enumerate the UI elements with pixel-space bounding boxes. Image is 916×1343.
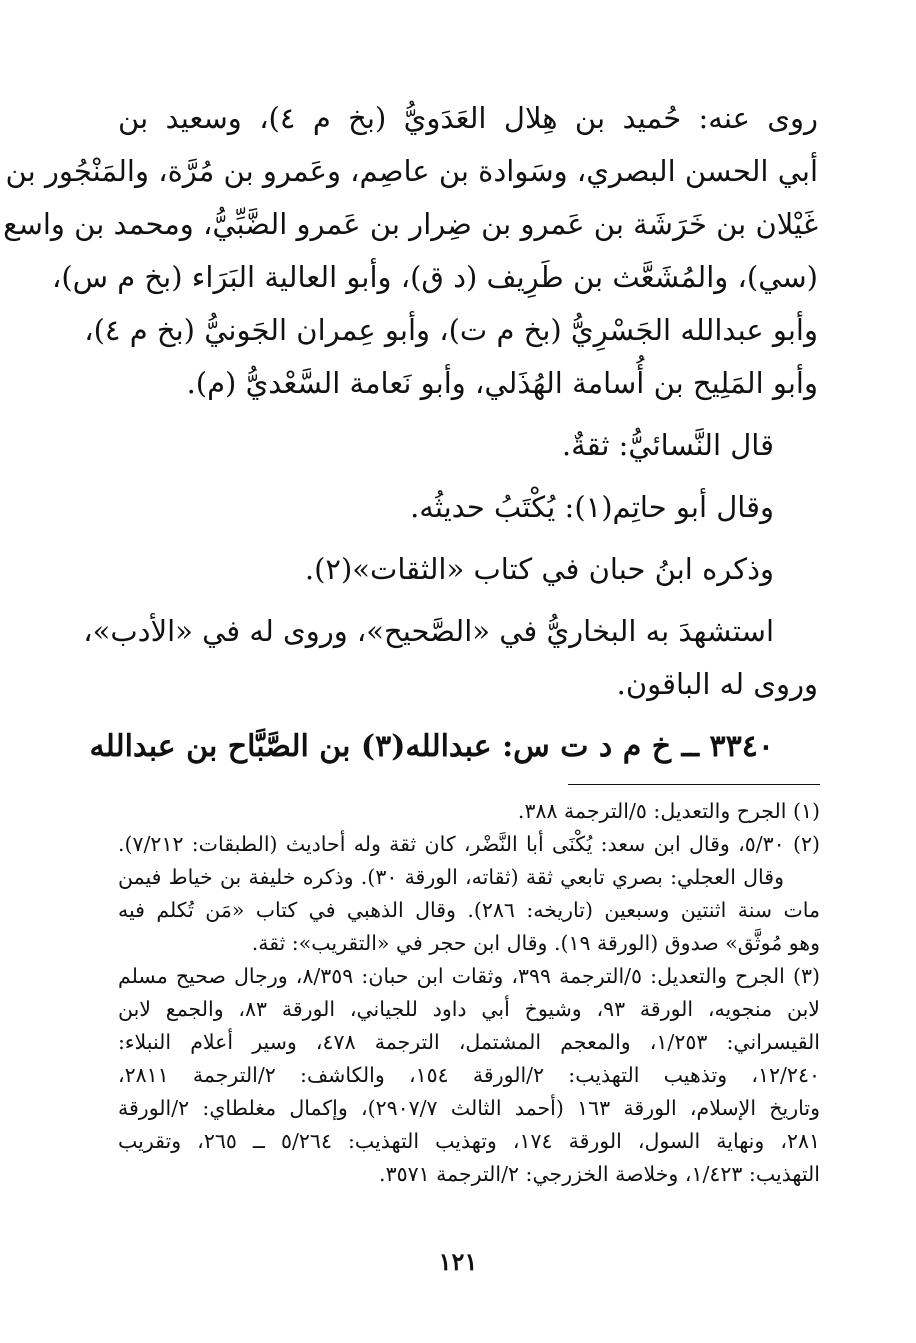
nasai-paragraph: قال النَّسائيُّ: ثقةٌ. [561,428,774,462]
footnote-line: ٢٨١، ونهاية السول، الورقة ١٧٤، وتهذيب التهذيب: ٥/٢٦٤ ــ ٢٦٥، وتقريب [118,1129,820,1153]
footnote-line: (٢) ٥/٣٠، وقال ابن سعد: يُكْنَى أبا النَّضْر، كان ثقة وله أحاديث (الطبقات: ٧/٢١٢). [118,832,821,856]
footnote-1 [118,795,820,828]
footnotes [118,795,820,1191]
footnote-line: وتاريخ الإسلام، الورقة ١٦٣ (أحمد الثالث ٢٩٠٧/٧)، وإكمال مغلطاي: ٢/الورقة [118,1096,820,1120]
footnote-2 [118,828,820,960]
text-line: وروى له الباقون. [616,667,818,701]
footnote-line: وقال العجلي: بصري تابعي ثقة (ثقاته، الورقة ٣٠). وذكره خليفة بن خياط فيمن [118,865,784,889]
abu-hatim-paragraph: وقال أبو حاتِم(١): يُكْتَبُ حديثُه. [410,490,774,524]
footnote-line: لابن منجويه، الورقة ٩٣، وشيوخ أبي داود للجياني، الورقة ٨٣، والجمع لابن [118,997,820,1021]
page-number: ١٢١ [438,1247,478,1276]
footnote-line: ١٢/٢٤٠، وتذهيب التهذيب: ٢/الورقة ١٥٤، والكاشف: ٢/الترجمة ٢٨١١، [118,1063,820,1087]
entry-heading: ٣٣٤٠ ــ خ م د ت س: عبدالله(٣) بن الصَّبَّاح بن عبدالله [89,729,774,764]
ibn-hibban-paragraph: وذكره ابنُ حبان في كتاب «الثقات»(٢). [304,552,774,586]
text-line: روى عنه: حُميد بن هِلال العَدَويُّ (بخ م ٤)، وسعيد بن [118,101,818,135]
footnote-line: (٣) الجرح والتعديل: ٥/الترجمة ٣٩٩، وثقات ابن حبان: ٨/٣٥٩، ورجال صحيح مسلم [118,964,820,988]
footnote-line: وهو مُوثَّق» صدوق (الورقة ١٩). وقال ابن حجر في «التقريب»: ثقة. [251,931,820,955]
bukhari-paragraph [83,605,818,711]
footnote-line: (١) الجرح والتعديل: ٥/الترجمة ٣٨٨. [517,799,820,823]
footnote-line: مات سنة اثنتين وسبعين (تاريخه: ٢٨٦). وقال الذهبي في كتاب «مَن تُكلم فيه [118,898,820,922]
text-line: غَيْلان بن خَرَشَة بن عَمرو بن ضِرار بن عَمرو الضَّبِّيُّ، ومحمد بن واسع [3,207,818,241]
footnote-line: القيسراني: ١/٢٥٣، والمعجم المشتمل، الترجمة ٤٧٨، وسير أعلام النبلاء: [118,1030,820,1054]
text-line: وأبو عبدالله الجَسْرِيُّ (بخ م ت)، وأبو عِمران الجَونيُّ (بخ م ٤)، [84,313,818,347]
footnote-separator [568,784,820,785]
text-line: أبي الحسن البصري، وسَوادة بن عاصِم، وعَمرو بن مُرَّة، والمَنْجُور بن [5,154,818,188]
text-line: استشهدَ به البخاريُّ في «الصَّحيح»، وروى له في «الأدب»، [83,614,774,648]
footnote-3 [118,960,820,1191]
narrators-paragraph [3,92,818,410]
text-line: وأبو المَلِيح بن أُسامة الهُذَلي، وأبو نَعامة السَّعْديُّ (م). [186,366,818,400]
main-text [3,92,818,773]
text-line: (سي)، والمُشَعَّث بن طَرِيف (د ق)، وأبو العالية البَرَاء (بخ م س)، [51,260,818,294]
footnote-line: التهذيب: ١/٤٢٣، وخلاصة الخزرجي: ٢/الترجمة ٣٥٧١. [379,1162,820,1186]
